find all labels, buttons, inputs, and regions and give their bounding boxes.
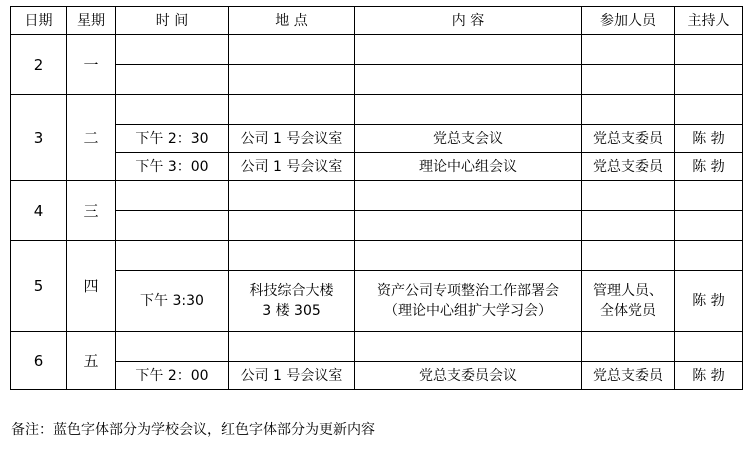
- header-time: 时 间: [116, 7, 229, 35]
- empty-cell: [355, 241, 582, 271]
- empty-cell: [116, 35, 229, 65]
- header-weekday: 星期: [67, 7, 116, 35]
- empty-cell: [582, 35, 675, 65]
- empty-cell: [229, 95, 355, 125]
- header-attendees: 参加人员: [582, 7, 675, 35]
- empty-cell: [229, 332, 355, 362]
- meeting-place: 公司 1 号会议室: [229, 125, 355, 153]
- meeting-attendees: [582, 271, 675, 332]
- meeting-time: 下午 3：00: [116, 153, 229, 181]
- meeting-content: 党总支会议: [355, 125, 582, 153]
- empty-cell: [675, 181, 743, 211]
- table-row: [11, 332, 743, 362]
- empty-cell: [116, 241, 229, 271]
- empty-cell: [582, 181, 675, 211]
- empty-cell: [675, 211, 743, 241]
- empty-cell: [116, 332, 229, 362]
- table-row: [11, 362, 743, 390]
- meeting-host: 陈 勃: [675, 153, 743, 181]
- table-row: [11, 211, 743, 241]
- empty-cell: [582, 65, 675, 95]
- header-date: 日期: [11, 7, 67, 35]
- day-weekday: 五: [67, 332, 116, 390]
- meeting-host: 陈 勃: [675, 362, 743, 390]
- empty-cell: [229, 65, 355, 95]
- empty-cell: [582, 332, 675, 362]
- meeting-host: 陈 勃: [675, 125, 743, 153]
- empty-cell: [229, 181, 355, 211]
- schedule-table: [10, 6, 743, 390]
- meeting-time: 下午 3:30: [116, 271, 229, 332]
- day-weekday: 四: [67, 241, 116, 332]
- footnote: 备注：蓝色字体部分为学校会议，红色字体部分为更新内容: [11, 422, 375, 438]
- meeting-place: 公司 1 号会议室: [229, 153, 355, 181]
- day-date: 6: [11, 332, 67, 390]
- day-date: 5: [11, 241, 67, 332]
- empty-cell: [675, 35, 743, 65]
- table-row: [11, 153, 743, 181]
- empty-cell: [582, 95, 675, 125]
- empty-cell: [116, 181, 229, 211]
- empty-cell: [116, 211, 229, 241]
- table-row: [11, 35, 743, 65]
- header-content: 内 容: [355, 7, 582, 35]
- empty-cell: [355, 181, 582, 211]
- meeting-place-line: 3 楼 305: [262, 303, 321, 319]
- empty-cell: [229, 211, 355, 241]
- meeting-host: 陈 勃: [675, 271, 743, 332]
- meeting-attendees: 党总支委员: [582, 125, 675, 153]
- meeting-attendees: 党总支委员: [582, 362, 675, 390]
- empty-cell: [355, 65, 582, 95]
- table-row: [11, 95, 743, 125]
- table-row: [11, 125, 743, 153]
- empty-cell: [675, 332, 743, 362]
- empty-cell: [675, 95, 743, 125]
- empty-cell: [582, 241, 675, 271]
- meeting-content: 党总支委员会议: [355, 362, 582, 390]
- empty-cell: [116, 95, 229, 125]
- meeting-place: 公司 1 号会议室: [229, 362, 355, 390]
- meeting-attendees-line: 全体党员: [600, 303, 656, 319]
- meeting-content: 理论中心组会议: [355, 153, 582, 181]
- table-row: [11, 241, 743, 271]
- table-row: [11, 65, 743, 95]
- empty-cell: [229, 35, 355, 65]
- empty-cell: [355, 35, 582, 65]
- empty-cell: [582, 211, 675, 241]
- meeting-content-line: （理论中心组扩大学习会）: [384, 303, 552, 319]
- meeting-content-line: 资产公司专项整治工作部署会: [377, 283, 559, 299]
- meeting-attendees: 党总支委员: [582, 153, 675, 181]
- day-date: 3: [11, 95, 67, 181]
- meeting-time: 下午 2：30: [116, 125, 229, 153]
- empty-cell: [355, 95, 582, 125]
- empty-cell: [355, 211, 582, 241]
- empty-cell: [229, 241, 355, 271]
- header-place: 地 点: [229, 7, 355, 35]
- empty-cell: [116, 65, 229, 95]
- day-weekday: 三: [67, 181, 116, 241]
- meeting-place: [229, 271, 355, 332]
- day-date: 2: [11, 35, 67, 95]
- empty-cell: [675, 65, 743, 95]
- table-row: [11, 181, 743, 211]
- meeting-time: 下午 2：00: [116, 362, 229, 390]
- meeting-content: [355, 271, 582, 332]
- table-row: [11, 271, 743, 332]
- header-host: 主持人: [675, 7, 743, 35]
- header-row: [11, 7, 743, 35]
- empty-cell: [675, 241, 743, 271]
- day-weekday: 一: [67, 35, 116, 95]
- day-date: 4: [11, 181, 67, 241]
- meeting-place-line: 科技综合大楼: [249, 283, 334, 299]
- meeting-attendees-line: 管理人员、: [593, 283, 663, 299]
- day-weekday: 二: [67, 95, 116, 181]
- empty-cell: [355, 332, 582, 362]
